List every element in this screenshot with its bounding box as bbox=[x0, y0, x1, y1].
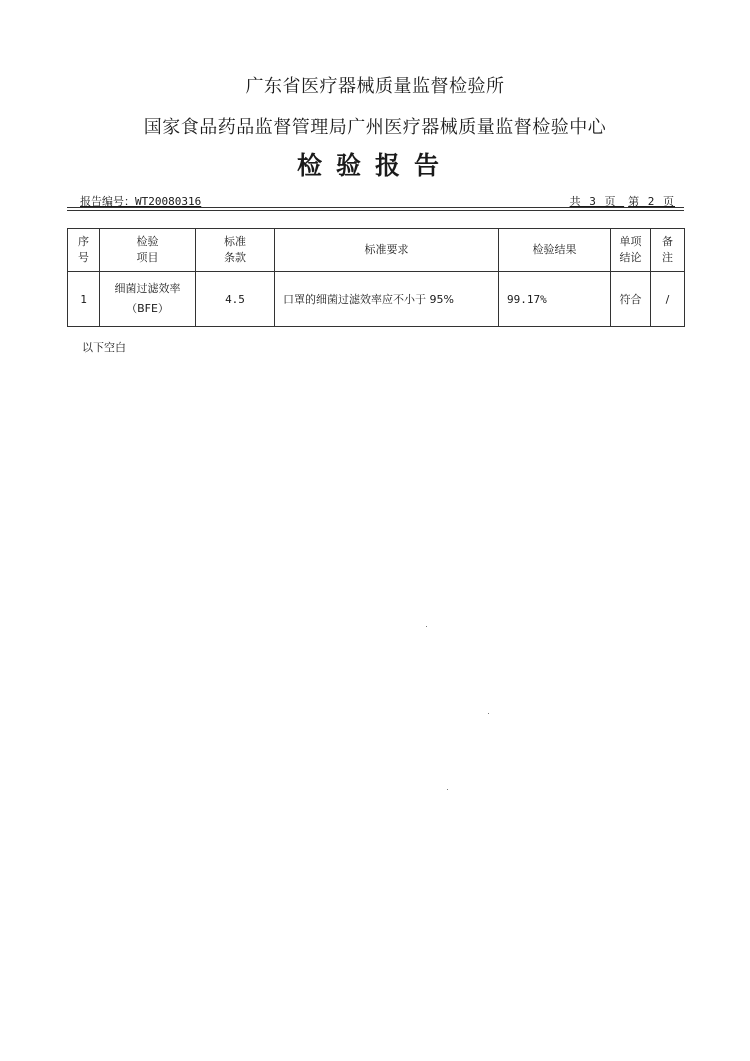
organization-center-name: 国家食品药品监督管理局广州医疗器械质量监督检验中心 bbox=[143, 117, 607, 138]
report-number: 报告编号：WT20080316 bbox=[80, 195, 202, 208]
header-clause: 标准 条款 bbox=[196, 229, 275, 272]
header-remark: 备 注 bbox=[651, 229, 685, 272]
table-row bbox=[68, 272, 685, 327]
inspection-table bbox=[67, 228, 685, 327]
header-result: 检验结果 bbox=[499, 229, 611, 272]
header-item: 检验 项目 bbox=[100, 229, 196, 272]
row-remark: / bbox=[651, 272, 685, 327]
row-seq: 1 bbox=[68, 272, 100, 327]
speck-mark bbox=[488, 713, 489, 714]
header-conclusion: 单项 结论 bbox=[611, 229, 651, 272]
header-rule bbox=[67, 207, 684, 208]
report-title: 检验报告 bbox=[296, 151, 453, 180]
row-conclusion: 符合 bbox=[611, 272, 651, 327]
speck-mark bbox=[426, 626, 427, 627]
speck-mark bbox=[447, 789, 448, 790]
header-requirement: 标准要求 bbox=[275, 229, 499, 272]
row-requirement: 口罩的细菌过滤效率应不小于 95% bbox=[275, 272, 499, 327]
blank-below-note: 以下空白 bbox=[82, 341, 126, 354]
organization-name: 广东省医疗器械质量监督检验所 bbox=[245, 76, 505, 97]
header-rule-double bbox=[67, 210, 684, 211]
row-item: 细菌过滤效率 （BFE） bbox=[100, 272, 196, 327]
row-clause: 4.5 bbox=[196, 272, 275, 327]
total-pages: 共 3 页 bbox=[569, 195, 617, 208]
header-seq: 序 号 bbox=[68, 229, 100, 272]
table-header-row bbox=[68, 229, 685, 272]
current-page: 第 2 页 bbox=[628, 195, 675, 208]
row-result: 99.17% bbox=[499, 272, 611, 327]
